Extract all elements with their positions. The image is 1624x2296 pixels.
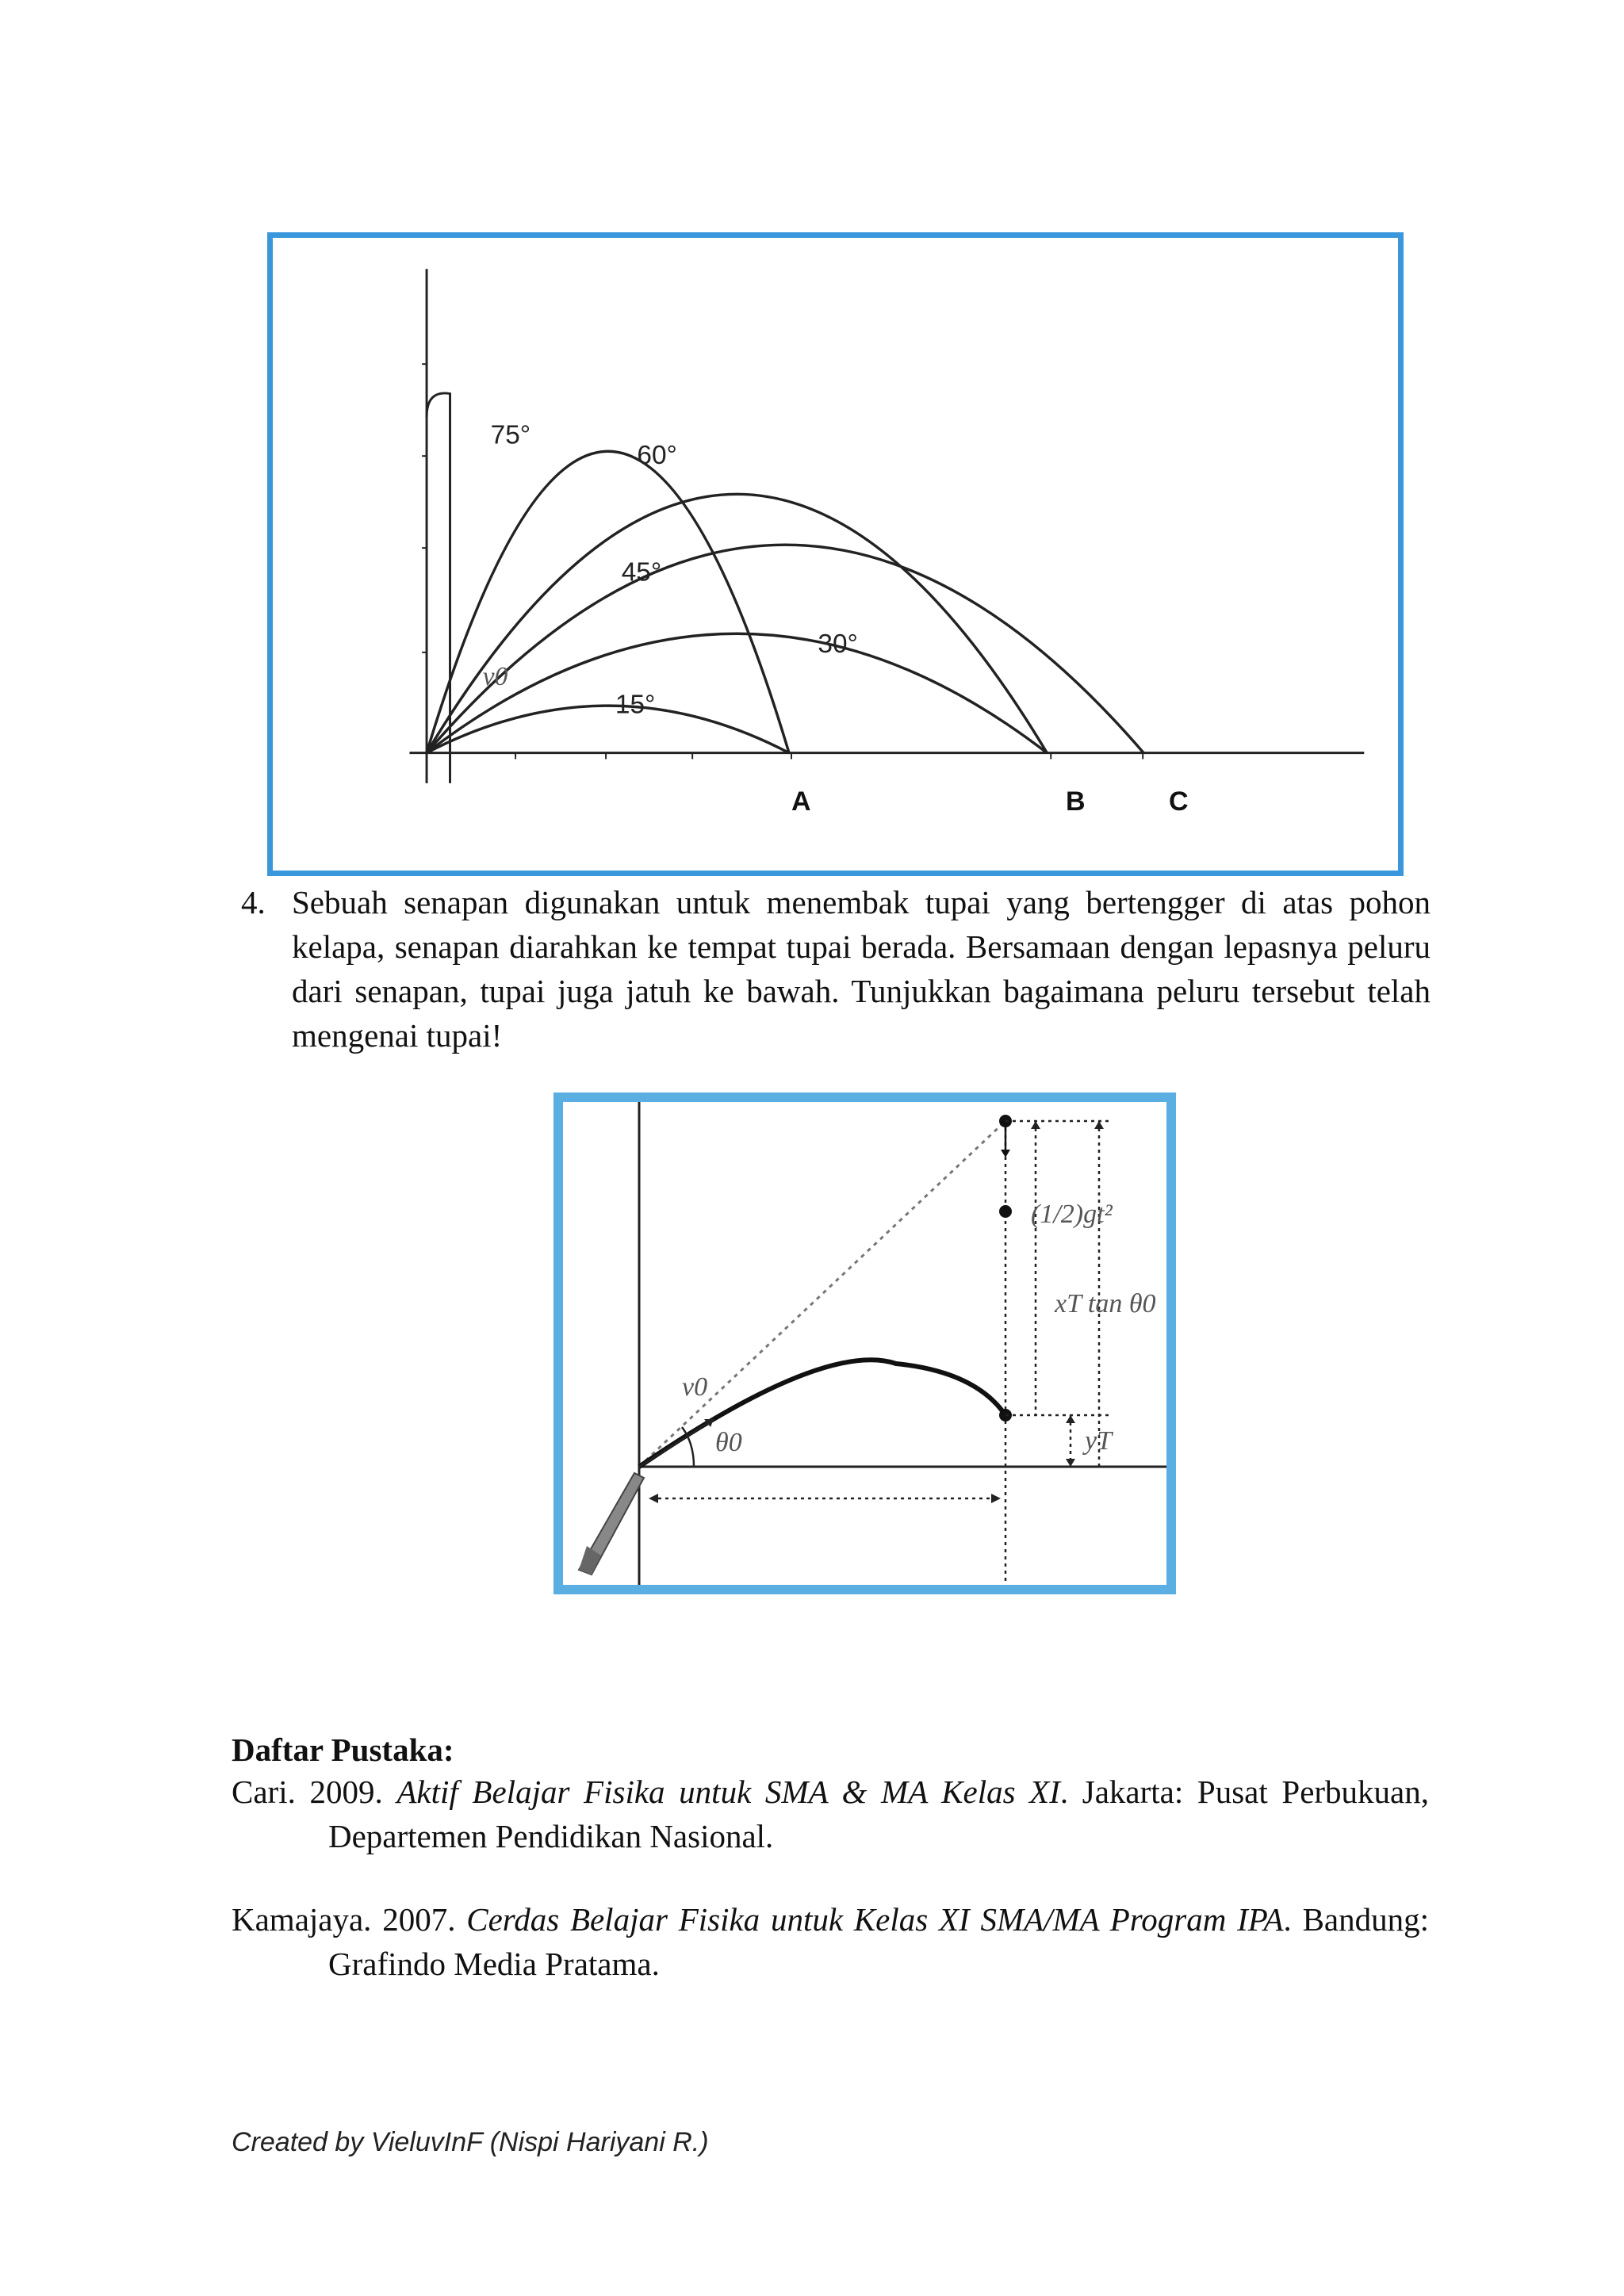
half-gt2-label: (1/2)gt²	[1031, 1200, 1113, 1229]
trajectory-75	[427, 451, 789, 752]
launcher-shape	[427, 393, 450, 783]
trajectory-60	[427, 494, 1047, 752]
reference-item-1	[232, 1770, 1429, 1858]
trajectory-30	[427, 633, 1047, 752]
monkey-hunter-figure	[553, 1093, 1176, 1594]
monkey-hunter-diagram	[563, 1102, 1166, 1585]
point-label-a: A	[791, 786, 811, 817]
footer-credit: Created by VieluvInF (Nispi Hariyani R.)	[232, 2127, 709, 2157]
angle-label-60: 60°	[637, 441, 677, 470]
aim-line	[639, 1121, 1005, 1467]
reference-prefix: Kamajaya. 2007.	[232, 1901, 467, 1938]
angle-label-45: 45°	[621, 557, 662, 587]
trajectory-diagram	[273, 238, 1398, 871]
trajectory-45	[427, 545, 1143, 752]
reference-book-title: Aktif Belajar Fisika untuk SMA & MA Kelas XI	[396, 1774, 1060, 1810]
trajectory-figure	[267, 232, 1404, 876]
rifle-icon	[579, 1473, 644, 1575]
theta0-label: θ0	[715, 1428, 742, 1457]
references-title: Daftar Pustaka:	[232, 1732, 454, 1768]
angle-label-75: 75°	[490, 420, 531, 450]
question-number: 4.	[241, 884, 266, 920]
yT-label: yT	[1085, 1426, 1112, 1456]
trajectory-15	[427, 706, 789, 752]
point-label-b: B	[1066, 786, 1086, 817]
trajectories	[427, 451, 1143, 752]
point-label-c: C	[1169, 786, 1189, 817]
reference-prefix: Cari. 2009.	[232, 1774, 397, 1810]
question-text: Sebuah senapan digunakan untuk menembak tupai yang bertengger di atas pohon kelapa, senapan diarahkan ke tempat tupai berada. Bersamaan dengan lepasnya peluru dari senapan, tupai juga jatuh ke bawah. Tunjukkan bagaimana peluru tersebut telah mengenai tupai!	[292, 884, 1431, 1054]
v0-label: v0	[682, 1372, 708, 1402]
xtan-label: xT tan θ0	[1055, 1289, 1156, 1318]
reference-item-2	[232, 1897, 1429, 1986]
reference-book-title: Cerdas Belajar Fisika untuk Kelas XI SMA/MA Program IPA	[466, 1901, 1284, 1938]
reference-suffix: . Bandung: Grafindo Media Pratama.	[328, 1901, 1430, 1982]
velocity-label: v0	[482, 662, 508, 692]
reference-suffix: . Jakarta: Pusat Perbukuan, Departemen Pendidikan Nasional.	[328, 1774, 1430, 1854]
squirrel-mid-dot	[999, 1205, 1012, 1218]
angle-label-15: 15°	[615, 690, 656, 720]
velocity-arrow	[639, 1419, 714, 1467]
angle-label-30: 30°	[818, 629, 858, 659]
